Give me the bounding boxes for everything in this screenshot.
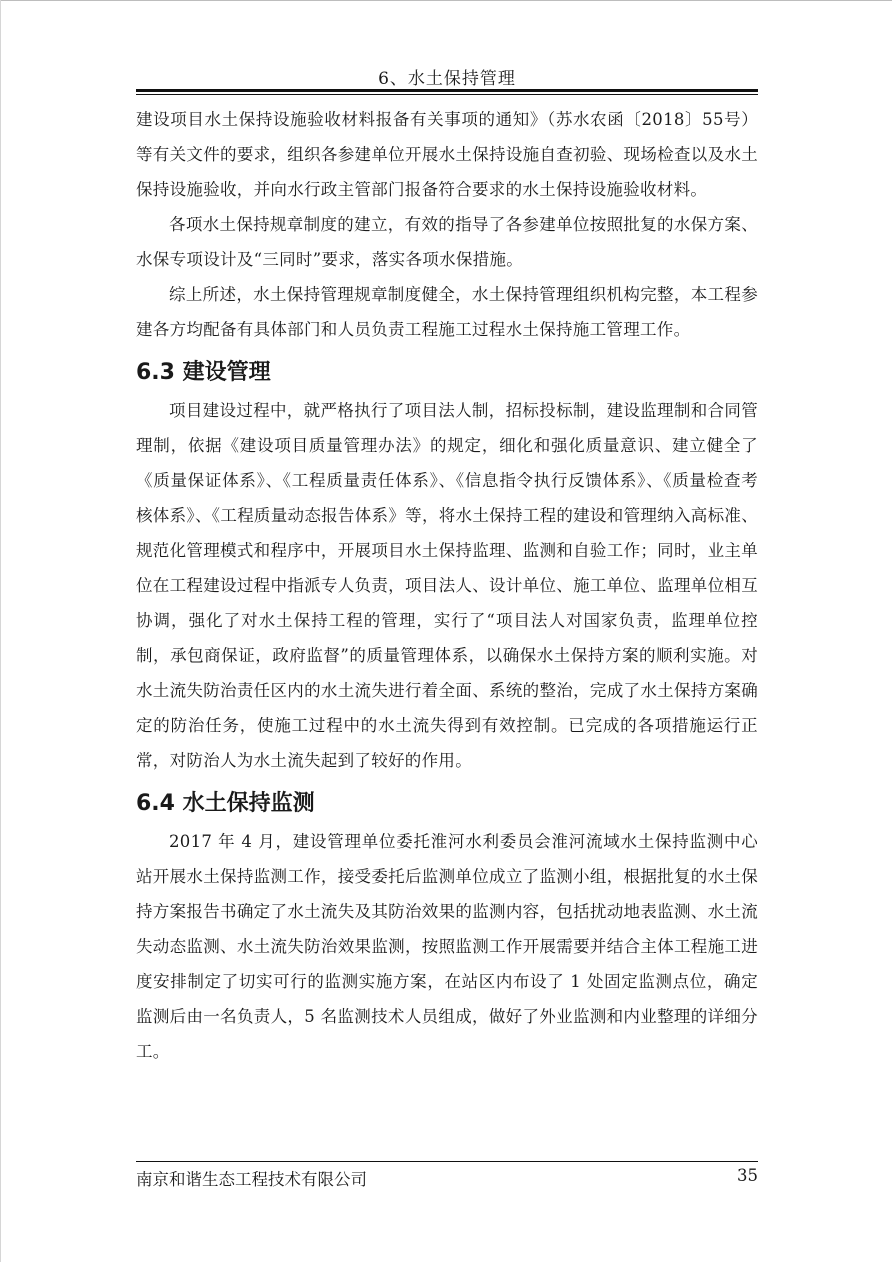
footer-company-name: 南京和谐生态工程技术有限公司 — [136, 1170, 367, 1189]
paragraph-continued: 建设项目水土保持设施验收材料报备有关事项的通知》（苏水农函〔2018〕55号）等有关文件的要求，组织各参建单位开展水土保持设施自查初验、现场检查以及水土保持设施验收，并向水行政主管部门报备符合要求的水土保持设施验收材料。 — [136, 110, 758, 199]
paragraph-monitoring: 2017 年 4 月，建设管理单位委托淮河水利委员会淮河流域水土保持监测中心站开展水土保持监测工作，接受委托后监测单位成立了监测小组，根据批复的水土保持方案报告书确定了水土流失及其防治效果的监测内容，包括扰动地表监测、水土流失动态监测、水土流失防治效果监测，按照监测工作开展需要并结合主体工程施工进度安排制定了切实可行的监测实施方案，在站区内布设了 1 处固定监测点位，确定监测后由一名负责人，5 名监测技术人员组成，做好了外业监测和内业整理的详细分工。 — [136, 832, 758, 1061]
page-left-border — [0, 0, 1, 1262]
paragraph-construction-management: 项目建设过程中，就严格执行了项目法人制，招标投标制，建设监理制和合同管理制，依据《建设项目质量管理办法》的规定，细化和强化质量意识、建立健全了《质量保证体系》、《工程质量责任体系》、《信息指令执行反馈体系》、《质量检查考核体系》、《工程质量动态报告体系》等，将水土保持工程的建设和管理纳入高标准、规范化管理模式和程序中，开展项目水土保持监理、监测和自验工作；同时，业主单位在工程建设过程中指派专人负责，项目法人、设计单位、施工单位、监理单位相互协调，强化了对水土保持工程的管理，实行了“项目法人对国家负责，监理单位控制，承包商保证，政府监督”的质量管理体系，以确保水土保持方案的顺利实施。对水土流失防治责任区内的水土流失进行着全面、系统的整治，完成了水土保持方案确定的防治任务，使施工过程中的水土流失得到有效控制。已完成的各项措施运行正常，对防治人为水土流失起到了较好的作用。 — [136, 401, 758, 770]
section-heading-6-3: 6.3 建设管理 — [136, 360, 271, 385]
page-body — [136, 102, 758, 1069]
header-rule-thin — [136, 94, 758, 95]
paragraph-summary: 综上所述，水土保持管理规章制度健全，水土保持管理组织机构完整，本工程参建各方均配备有具体部门和人员负责工程施工过程水土保持施工管理工作。 — [136, 285, 758, 339]
footer-rule — [136, 1161, 758, 1162]
header-rule-thick — [136, 89, 758, 92]
paragraph-regulations: 各项水土保持规章制度的建立，有效的指导了各参建单位按照批复的水保方案、水保专项设计及“三同时”要求，落实各项水保措施。 — [136, 215, 758, 269]
running-header-title: 6、水土保持管理 — [378, 69, 516, 89]
section-heading-6-4: 6.4 水土保持监测 — [136, 791, 315, 816]
footer-page-number: 35 — [737, 1166, 758, 1185]
page-top-border — [0, 0, 892, 1]
